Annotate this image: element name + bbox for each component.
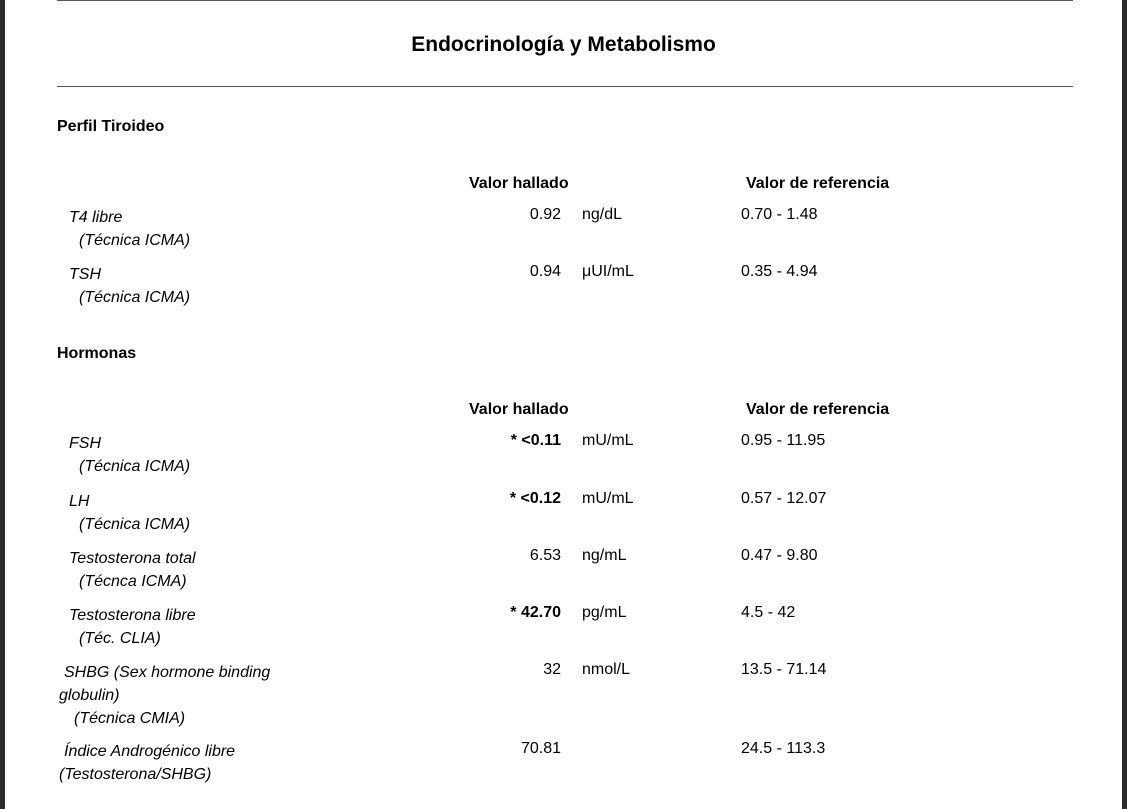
- result-row-testosterone-total: [5, 547, 1122, 597]
- test-name: FSH (Técnica ICMA): [64, 432, 190, 478]
- test-unit: mU/mL: [582, 432, 634, 449]
- test-unit: ng/mL: [582, 547, 627, 564]
- test-reference: 0.35 - 4.94: [741, 263, 818, 280]
- test-technique: (Técnica CMIA): [74, 710, 186, 727]
- test-value: 0.94: [529, 263, 561, 280]
- title-rule: [57, 86, 1073, 87]
- test-reference: 24.5 - 113.3: [741, 740, 826, 757]
- section-title-hormones: Hormonas: [57, 345, 137, 362]
- result-row-lh: [5, 490, 1122, 540]
- test-technique: (Técnica ICMA): [79, 232, 191, 249]
- test-value-flagged: * <0.12: [509, 490, 561, 507]
- result-row-fsh: [5, 432, 1122, 482]
- test-value-flagged: * <0.11: [510, 432, 561, 449]
- test-value-flagged: * 42.70: [510, 604, 561, 621]
- test-name: SHBG (Sex hormone binding globulin) (Técnica CMIA): [59, 661, 270, 730]
- test-unit: nmol/L: [582, 661, 631, 678]
- test-technique: (Téc. CLIA): [79, 630, 161, 647]
- result-row-androgen-index: [5, 740, 1122, 790]
- test-unit: pg/mL: [582, 604, 627, 621]
- test-reference: 4.5 - 42: [741, 604, 796, 621]
- test-technique: (Técnica ICMA): [79, 458, 191, 475]
- test-reference: 13.5 - 71.14: [741, 661, 827, 678]
- test-unit: ng/dL: [582, 206, 623, 223]
- test-unit: mU/mL: [582, 490, 634, 507]
- test-name: LH (Técnica ICMA): [64, 490, 190, 536]
- test-name: TSH (Técnica ICMA): [64, 263, 190, 309]
- test-unit: μUI/mL: [582, 263, 634, 280]
- test-reference: 0.57 - 12.07: [741, 490, 827, 507]
- column-header-value: Valor hallado: [469, 401, 569, 418]
- test-value: 32: [543, 661, 561, 678]
- test-name: Testosterona libre (Téc. CLIA): [64, 604, 196, 650]
- top-rule: [57, 0, 1073, 1]
- result-row-tsh: [5, 263, 1122, 313]
- test-reference: 0.95 - 11.95: [741, 432, 826, 449]
- test-name: T4 libre (Técnica ICMA): [64, 206, 190, 252]
- column-header-reference: Valor de referencia: [746, 401, 890, 418]
- column-header-reference: Valor de referencia: [746, 175, 890, 192]
- test-value: 70.81: [520, 740, 561, 757]
- result-row-testosterone-free: [5, 604, 1122, 654]
- test-technique: (Técnica ICMA): [79, 516, 191, 533]
- test-name: Índice Androgénico libre (Testosterona/SHBG): [59, 743, 236, 783]
- test-value: 0.92: [529, 206, 561, 223]
- column-header-value: Valor hallado: [469, 175, 569, 192]
- test-reference: 0.47 - 9.80: [741, 547, 818, 564]
- test-name: Testosterona total (Técnca ICMA): [64, 547, 196, 593]
- report-title: Endocrinología y Metabolismo: [411, 33, 716, 56]
- section-title-thyroid: Perfil Tiroideo: [57, 118, 165, 135]
- test-reference: 0.70 - 1.48: [741, 206, 818, 223]
- test-technique: (Técnica ICMA): [79, 289, 191, 306]
- test-technique: (Técnca ICMA): [79, 573, 187, 590]
- report-page: [5, 0, 1122, 809]
- test-value: 6.53: [529, 547, 561, 564]
- result-row-t4: [5, 206, 1122, 256]
- result-row-shbg: [5, 661, 1122, 733]
